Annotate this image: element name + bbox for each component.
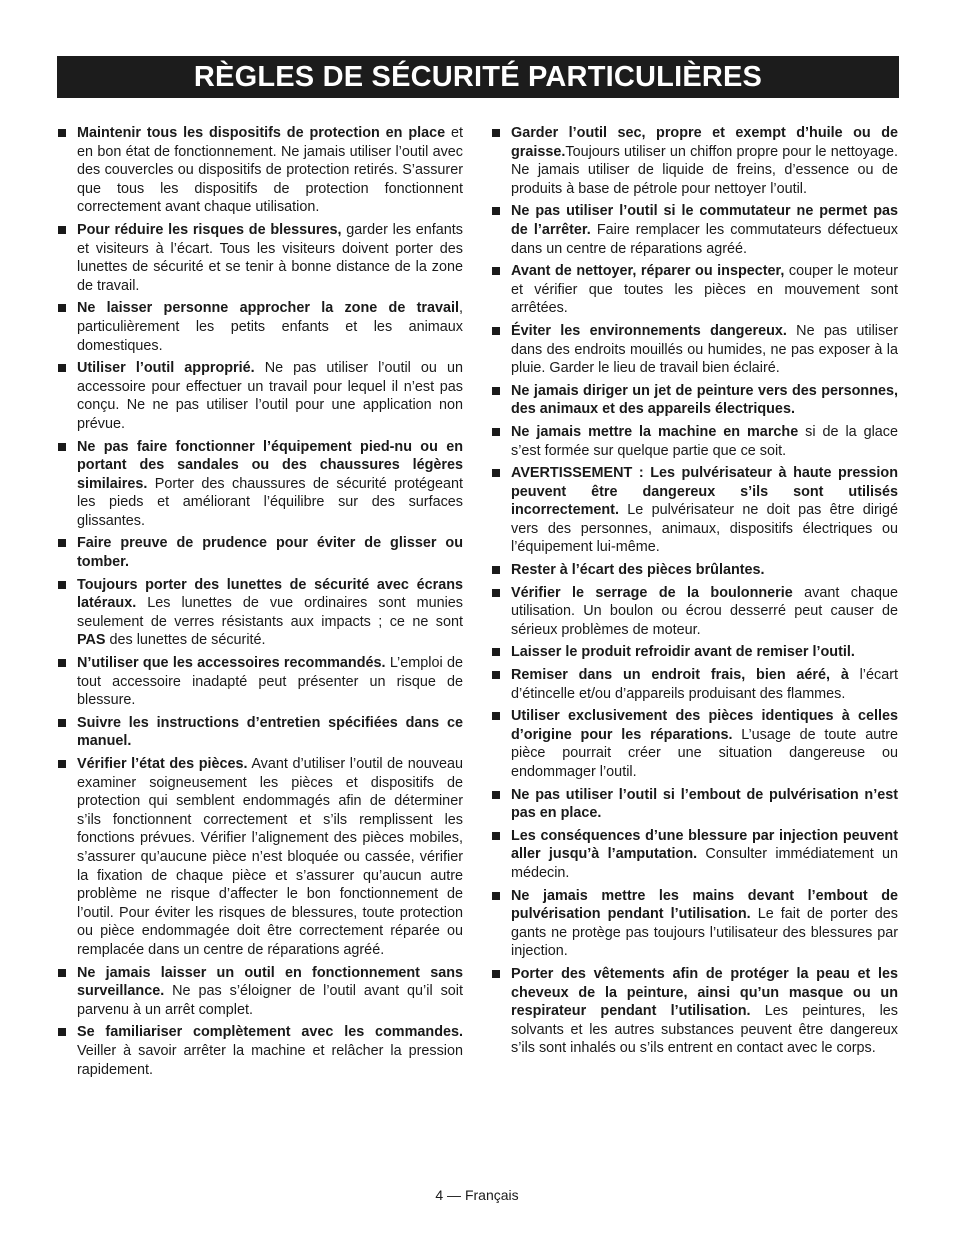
square-bullet-icon (58, 969, 66, 977)
rule-item (491, 666, 898, 703)
rule-item (57, 1023, 463, 1079)
rule-item (491, 965, 898, 1058)
rule-item (57, 534, 463, 571)
square-bullet-icon (492, 207, 500, 215)
rule-item (491, 707, 898, 781)
square-bullet-icon (58, 364, 66, 372)
square-bullet-icon (492, 791, 500, 799)
rule-item (491, 786, 898, 823)
rule-heading: Vérifier le serrage de la boulonnerie (511, 584, 793, 601)
rule-item (491, 322, 898, 378)
rule-item (57, 438, 463, 531)
rule-heading: Ne jamais mettre les mains devant l’embout de pulvérisation pendant l’utilisation. (511, 887, 898, 923)
rule-text: Les peintures, les solvants et les autres substances peuvent être dangereux s’ils sont inhalés ou s’ils entrent en contact avec le corps. (511, 1003, 899, 1057)
square-bullet-icon (492, 469, 500, 477)
rule-heading: Utiliser exclusivement des pièces identiques à celles d’origine pour les réparations. (511, 708, 898, 743)
rule-text: Consulter immédiatement un médecin. (511, 846, 898, 881)
rule-text-continued: des lunettes de sécurité. (105, 632, 266, 649)
rule-item (57, 124, 463, 217)
page-footer: 4 — Français (435, 1187, 519, 1203)
left-rule-list (57, 124, 463, 1079)
rule-text: Ne pas utiliser l’outil ou un accessoire pour effectuer un travail pour lequel il n’est pas conçu. Ne ne pas utiliser l’outil pour une application non prévue. (77, 360, 463, 432)
rule-text: Ne pas utiliser dans des endroits mouillés ou humides, ne pas exposer à la pluie. Garder le lieu de travail bien éclairé. (511, 322, 898, 377)
rule-item (491, 423, 898, 460)
rule-heading: Ne jamais diriger un jet de peinture vers des personnes, des animaux et des appareils électriques. (511, 382, 898, 418)
square-bullet-icon (58, 304, 66, 312)
rule-item (57, 654, 463, 710)
rule-heading: Remiser dans un endroit frais, bien aéré, à (511, 667, 849, 684)
square-bullet-icon (58, 1028, 66, 1036)
square-bullet-icon (492, 566, 500, 574)
rule-heading: Ne laisser personne approcher la zone de travail (77, 300, 459, 317)
rule-text: Toujours utiliser un chiffon propre pour le nettoyage. Ne jamais utiliser de liquide de freins, d’essence ou de produits à base de pétrole pour nettoyer l’outil. (511, 143, 898, 197)
rule-heading: Porter des vêtements afin de protéger la peau et les cheveux de la peinture, ainsi qu’un masque ou un respirateur pendant l’utilisation. (511, 965, 898, 1020)
rule-item (491, 827, 898, 883)
square-bullet-icon (58, 226, 66, 234)
rule-text: L’emploi de tout accessoire inadapté peut présenter un risque de blessure. (77, 655, 463, 709)
rule-heading: Utiliser l’outil approprié. (77, 360, 255, 377)
square-bullet-icon (492, 387, 500, 395)
square-bullet-icon (492, 832, 500, 840)
rule-item (491, 382, 898, 419)
square-bullet-icon (492, 648, 500, 656)
square-bullet-icon (58, 719, 66, 727)
rule-item (491, 124, 898, 198)
rule-text: l’écart d’étincelle et/ou d’appareils produisant des flammes. (511, 667, 899, 702)
rule-heading: Éviter les environnements dangereux. (511, 322, 787, 339)
rule-item (57, 714, 463, 751)
left-column (57, 124, 463, 1083)
rule-text: L’usage de toute autre pièce pourrait créer une situation dangereuse ou endommager l’outil. (511, 726, 898, 780)
rule-heading: Rester à l’écart des pièces brûlantes. (511, 562, 765, 579)
square-bullet-icon (492, 970, 500, 978)
rule-text: Avant d’utiliser l’outil de nouveau examiner soigneusement les pièces et dispositifs de protection qui semblent endommagés afin de déterminer s’ils fonctionnent correctement et s’ils remplissent les fonctions prévues. Vérifier l’alignement des pièces mobiles, s’assurer qu’aucune pièce n’est bloquée ou cassée, vérifier la fixation de chaque pièce et s’assurer qu’aucun autre problème ne risque d’affecter le bon fonctionnement de l’outil. Pour éviter les risques de blessures, toute protection ou pièce endommagée doit être correctement réparée ou remplacée dans un centre de réparations agréé. (77, 756, 463, 958)
rule-heading: Garder l’outil sec, propre et exempt d’huile ou de graisse. (511, 125, 898, 160)
square-bullet-icon (492, 712, 500, 720)
rule-heading: Ne pas utiliser l’outil si le commutateur ne permet pas de l’arrêter. (511, 203, 898, 238)
square-bullet-icon (492, 589, 500, 597)
rule-heading: Suivre les instructions d’entretien spécifiées dans ce manuel. (77, 714, 463, 750)
rule-heading: Avant de nettoyer, réparer ou inspecter, (511, 263, 785, 280)
right-column (491, 124, 898, 1062)
rule-text: avant chaque utilisation. Un boulon ou écrou desserré peut causer de sérieux problèmes de moteur. (511, 584, 898, 638)
square-bullet-icon (58, 581, 66, 589)
rule-heading: Faire preuve de prudence pour éviter de glisser ou tomber. (77, 535, 463, 571)
rule-heading: Ne jamais laisser un outil en fonctionnement sans surveillance. (77, 964, 463, 1000)
rule-heading: Ne pas faire fonctionner l’équipement pied-nu ou en portant des sandales ou des chaussures légères similaires. (77, 438, 463, 492)
rule-heading: Ne pas utiliser l’outil si l’embout de pulvérisation n’est pas en place. (511, 786, 898, 822)
rule-item (491, 262, 898, 318)
rule-text: couper le moteur et vérifier que toutes les pièces en mouvement sont arrêtées. (511, 263, 899, 317)
section-title-bar (57, 56, 899, 98)
rule-item (57, 221, 463, 295)
rule-text: si de la glace s’est formée sur quelque partie que ce soit. (511, 423, 898, 459)
rule-heading: Ne jamais mettre la machine en marche (511, 423, 799, 440)
rule-text: Le fait de porter des gants ne protège pas toujours l’utilisateur des blessures par injection. (511, 906, 899, 960)
rule-text: Faire remplacer les commutateurs défectueux dans un centre de réparations agréé. (511, 221, 898, 257)
rule-item (491, 202, 898, 258)
square-bullet-icon (492, 129, 500, 137)
rule-text: , particulièrement les petits enfants et les animaux domestiques. (77, 300, 463, 354)
rule-item (57, 299, 463, 355)
rule-item (491, 561, 898, 580)
square-bullet-icon (492, 892, 500, 900)
rule-heading: Laisser le produit refroidir avant de remiser l’outil. (511, 644, 855, 661)
square-bullet-icon (492, 428, 500, 436)
square-bullet-icon (58, 129, 66, 137)
rule-item (491, 464, 898, 557)
page-title: RÈGLES DE SÉCURITÉ PARTICULIÈRES (193, 60, 763, 93)
rule-heading: Pour réduire les risques de blessures, (77, 221, 342, 238)
square-bullet-icon (58, 659, 66, 667)
rule-heading: Toujours porter des lunettes de sécurité avec écrans latéraux. (77, 576, 463, 612)
rule-item (57, 755, 463, 960)
rule-text: Veiller à savoir arrêter la machine et relâcher la pression rapidement. (77, 1042, 463, 1078)
rule-item (491, 887, 898, 961)
square-bullet-icon (492, 671, 500, 679)
square-bullet-icon (58, 443, 66, 451)
rule-text: Le pulvérisateur ne doit pas être dirigé vers des personnes, animaux, dispositifs électriques ou l’équipement lui-même. (511, 502, 898, 556)
rule-heading: Vérifier l’état des pièces. (77, 756, 248, 772)
right-rule-list (491, 124, 898, 1058)
square-bullet-icon (492, 327, 500, 335)
rule-heading: Se familiariser complètement avec les commandes. (77, 1024, 463, 1041)
rule-item (491, 584, 898, 640)
rule-item (57, 576, 463, 650)
rule-heading: Les conséquences d’une blessure par injection peuvent aller jusqu’à l’amputation. (511, 827, 898, 863)
rule-text: Les lunettes de vue ordinaires sont munies seulement de verres résistants aux impacts ; ce ne sont (77, 595, 463, 630)
rule-item (57, 359, 463, 433)
rule-text: et en bon état de fonctionnement. Ne jamais utiliser l’outil avec des couvercles ou dispositifs de protection retirés. S’assurer que tous les dispositifs de protection fonctionnent correctement avant chaque utilisation. (77, 125, 464, 216)
rule-heading: Maintenir tous les dispositifs de protection en place (77, 125, 446, 141)
rule-text: garder les enfants et visiteurs à l’écart. Tous les visiteurs doivent porter des lunettes de sécurité et se tenir à bonne distance de la zone de travail. (77, 221, 463, 294)
rule-text: Porter des chaussures de sécurité protégeant les pieds et améliorant l’équilibre sur des surfaces glissantes. (77, 475, 463, 529)
rule-heading: N’utiliser que les accessoires recommandés. (77, 655, 386, 672)
rule-heading: AVERTISSEMENT : Les pulvérisateur à haute pression peuvent être dangereux s’ils sont utilisés incorrectement. (511, 465, 898, 519)
square-bullet-icon (58, 760, 66, 768)
rule-item (491, 643, 898, 662)
rule-item (57, 964, 463, 1020)
square-bullet-icon (492, 267, 500, 275)
rule-text: Ne pas s’éloigner de l’outil avant qu’il soit parvenu à un arrêt complet. (77, 983, 463, 1018)
square-bullet-icon (58, 539, 66, 547)
rule-emphasis: PAS (77, 632, 106, 649)
